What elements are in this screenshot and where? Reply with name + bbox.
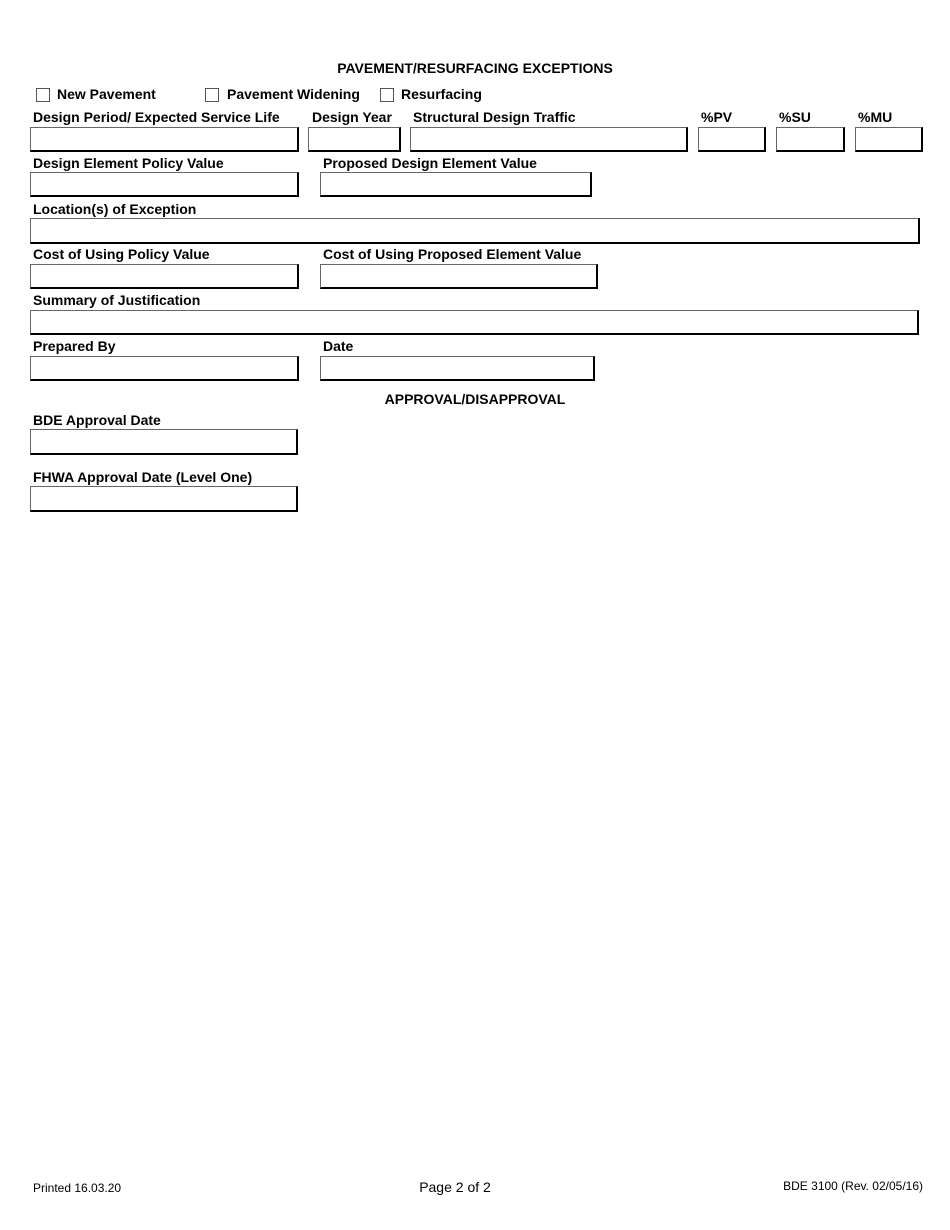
form-id: BDE 3100 (Rev. 02/05/16) bbox=[783, 1179, 923, 1193]
bde-approval-date-label: BDE Approval Date bbox=[33, 412, 161, 428]
design-year-input[interactable] bbox=[308, 127, 401, 152]
pavement-widening-label: Pavement Widening bbox=[227, 86, 360, 102]
design-period-input[interactable] bbox=[30, 127, 299, 152]
proposed-design-element-value-label: Proposed Design Element Value bbox=[323, 155, 537, 171]
su-label: %SU bbox=[779, 109, 811, 125]
resurfacing-checkbox[interactable] bbox=[380, 88, 394, 102]
structural-design-traffic-input[interactable] bbox=[410, 127, 688, 152]
design-period-label: Design Period/ Expected Service Life bbox=[33, 109, 280, 125]
fhwa-approval-date-input[interactable] bbox=[30, 486, 298, 512]
mu-input[interactable] bbox=[855, 127, 923, 152]
locations-of-exception-input[interactable] bbox=[30, 218, 920, 244]
design-element-policy-value-input[interactable] bbox=[30, 172, 299, 197]
cost-policy-value-label: Cost of Using Policy Value bbox=[33, 246, 210, 262]
cost-proposed-value-label: Cost of Using Proposed Element Value bbox=[323, 246, 582, 262]
design-year-label: Design Year bbox=[312, 109, 392, 125]
date-input[interactable] bbox=[320, 356, 595, 381]
cost-policy-value-input[interactable] bbox=[30, 264, 299, 289]
mu-label: %MU bbox=[858, 109, 893, 125]
prepared-by-label: Prepared By bbox=[33, 338, 116, 354]
pv-input[interactable] bbox=[698, 127, 766, 152]
su-input[interactable] bbox=[776, 127, 845, 152]
proposed-design-element-value-input[interactable] bbox=[320, 172, 592, 197]
cost-proposed-value-input[interactable] bbox=[320, 264, 598, 289]
summary-of-justification-label: Summary of Justification bbox=[33, 292, 201, 308]
approval-title: APPROVAL/DISAPPROVAL bbox=[384, 391, 566, 407]
summary-of-justification-input[interactable] bbox=[30, 310, 919, 335]
pavement-widening-checkbox[interactable] bbox=[205, 88, 219, 102]
resurfacing-label: Resurfacing bbox=[401, 86, 482, 102]
pv-label: %PV bbox=[701, 109, 733, 125]
bde-approval-date-input[interactable] bbox=[30, 429, 298, 455]
locations-of-exception-label: Location(s) of Exception bbox=[33, 201, 197, 217]
design-element-policy-value-label: Design Element Policy Value bbox=[33, 155, 224, 171]
new-pavement-checkbox[interactable] bbox=[36, 88, 50, 102]
prepared-by-input[interactable] bbox=[30, 356, 299, 381]
page-number: Page 2 of 2 bbox=[419, 1179, 491, 1195]
structural-design-traffic-label: Structural Design Traffic bbox=[413, 109, 576, 125]
section-title: PAVEMENT/RESURFACING EXCEPTIONS bbox=[337, 60, 613, 76]
fhwa-approval-date-label: FHWA Approval Date (Level One) bbox=[33, 469, 253, 485]
new-pavement-label: New Pavement bbox=[57, 86, 156, 102]
date-label: Date bbox=[323, 338, 354, 354]
printed-date: Printed 16.03.20 bbox=[33, 1181, 122, 1195]
